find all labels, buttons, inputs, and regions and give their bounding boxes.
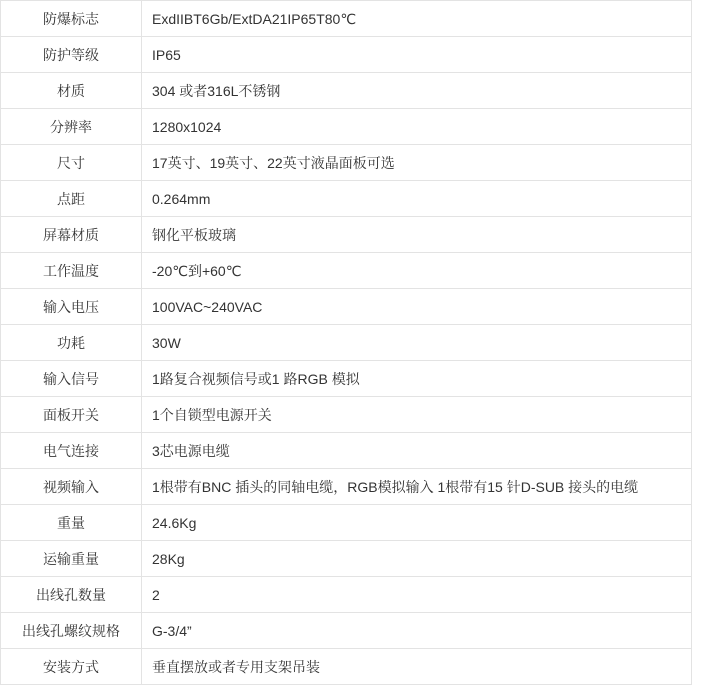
table-row: [1, 73, 692, 109]
table-row: [1, 397, 692, 433]
table-row: [1, 577, 692, 613]
row-value: -20℃到+60℃: [142, 253, 692, 289]
table-row: [1, 433, 692, 469]
row-label: 工作温度: [1, 253, 142, 289]
row-value: 28Kg: [142, 541, 692, 577]
table-row: [1, 289, 692, 325]
row-value: 0.264mm: [142, 181, 692, 217]
row-value: 1个自锁型电源开关: [142, 397, 692, 433]
table-row: [1, 361, 692, 397]
row-label: 安装方式: [1, 649, 142, 685]
row-value: 100VAC~240VAC: [142, 289, 692, 325]
table-row: [1, 649, 692, 685]
row-label: 视频输入: [1, 469, 142, 505]
row-label: 尺寸: [1, 145, 142, 181]
table-row: [1, 325, 692, 361]
row-value: 垂直摆放或者专用支架吊装: [142, 649, 692, 685]
table-row: [1, 109, 692, 145]
row-label: 输入信号: [1, 361, 142, 397]
row-value: 304 或者316L不锈钢: [142, 73, 692, 109]
table-row: [1, 613, 692, 649]
row-value: 1280x1024: [142, 109, 692, 145]
row-value: 17英寸、19英寸、22英寸液晶面板可选: [142, 145, 692, 181]
row-label: 防护等级: [1, 37, 142, 73]
row-label: 屏幕材质: [1, 217, 142, 253]
row-label: 材质: [1, 73, 142, 109]
row-label: 面板开关: [1, 397, 142, 433]
row-label: 输入电压: [1, 289, 142, 325]
row-value: 2: [142, 577, 692, 613]
table-body: [1, 1, 692, 685]
row-label: 出线孔螺纹规格: [1, 613, 142, 649]
row-label: 防爆标志: [1, 1, 142, 37]
row-label: 电气连接: [1, 433, 142, 469]
row-value: ExdIIBT6Gb/ExtDA21IP65T80℃: [142, 1, 692, 37]
table-row: [1, 1, 692, 37]
row-value: G-3/4”: [142, 613, 692, 649]
row-value: 3芯电源电缆: [142, 433, 692, 469]
table-row: [1, 37, 692, 73]
table-row: [1, 145, 692, 181]
table-row: [1, 253, 692, 289]
row-label: 出线孔数量: [1, 577, 142, 613]
row-label: 点距: [1, 181, 142, 217]
table-row: [1, 541, 692, 577]
row-label: 运输重量: [1, 541, 142, 577]
row-label: 重量: [1, 505, 142, 541]
row-label: 分辨率: [1, 109, 142, 145]
row-value: 24.6Kg: [142, 505, 692, 541]
row-value: IP65: [142, 37, 692, 73]
row-value: 钢化平板玻璃: [142, 217, 692, 253]
table-row: [1, 217, 692, 253]
row-value: 30W: [142, 325, 692, 361]
row-label: 功耗: [1, 325, 142, 361]
table-row: [1, 469, 692, 505]
table-row: [1, 505, 692, 541]
table-row: [1, 181, 692, 217]
row-value: 1根带有BNC 插头的同轴电缆，RGB模拟输入 1根带有15 针D-SUB 接头的电缆: [142, 469, 692, 505]
row-value: 1路复合视频信号或1 路RGB 模拟: [142, 361, 692, 397]
